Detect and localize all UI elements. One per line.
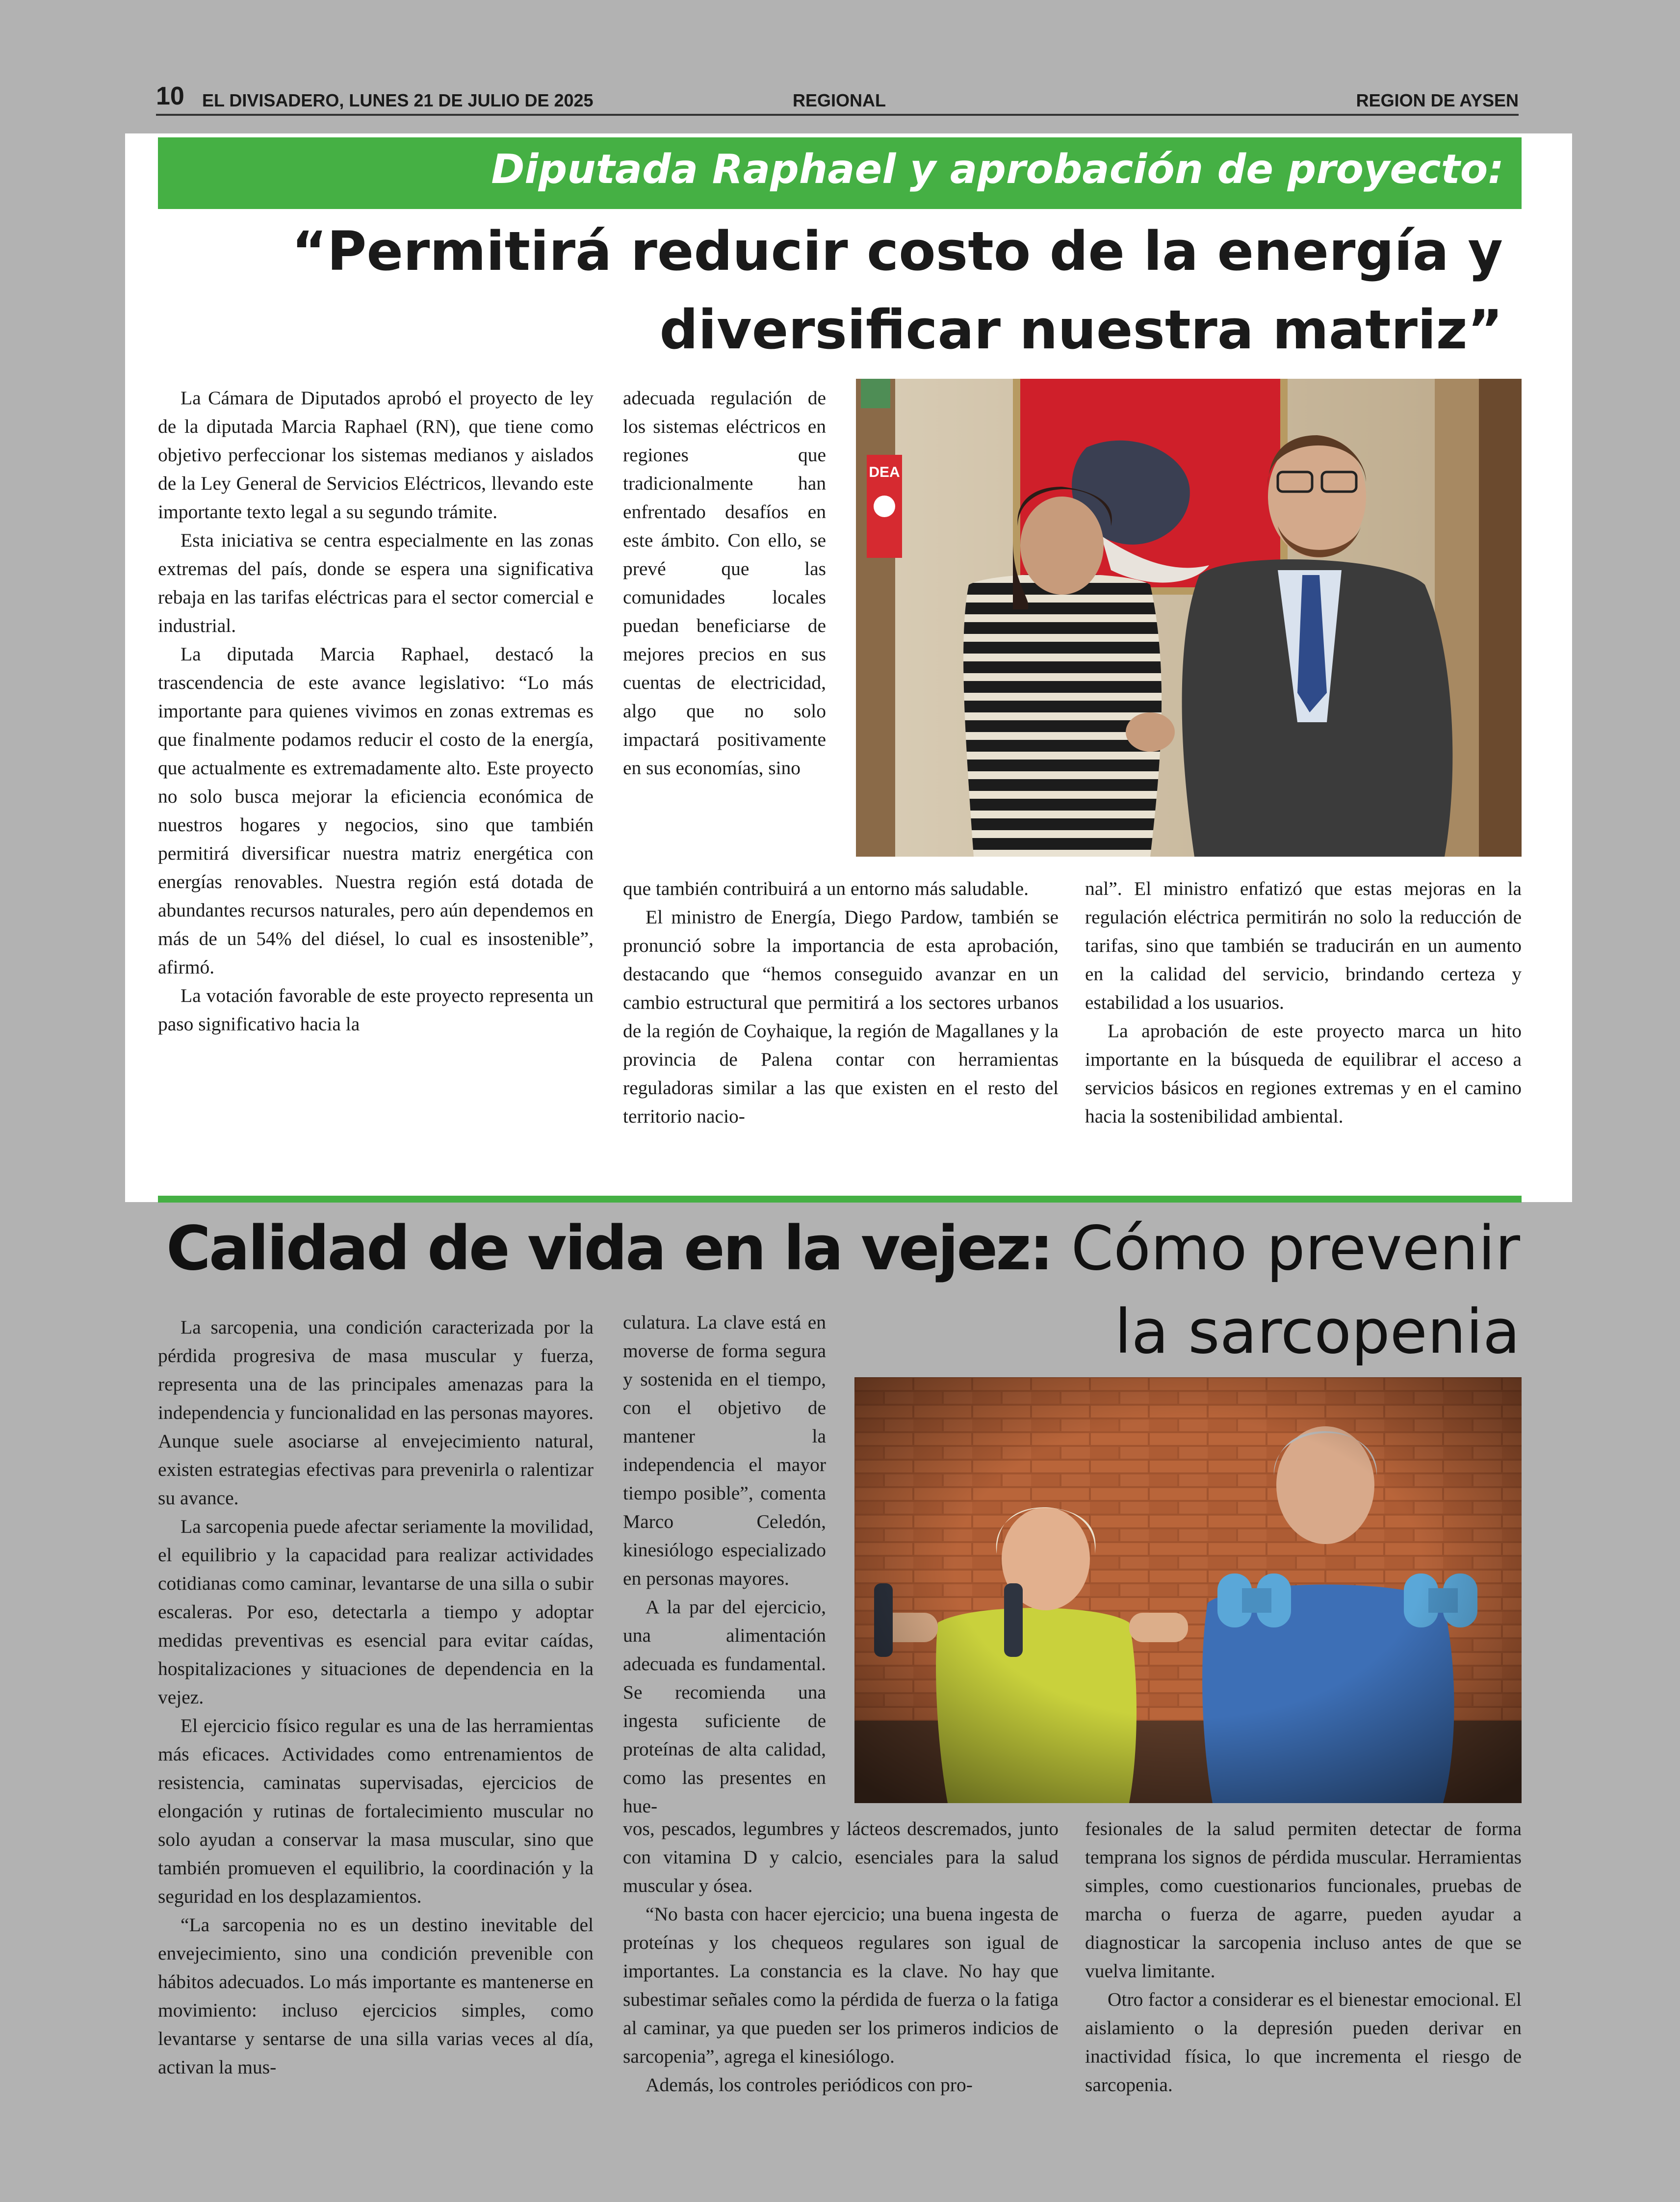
paragraph: “La sarcopenia no es un destino inevitable del envejecimiento, sino una condición prevenible con hábitos adecuados. Lo más importante es mantenerse en movimiento: incluso ejercicios simples, como levantarse y sentarse de una silla varias veces al día, activan la mus- <box>158 1914 594 2078</box>
article1-column-2-narrow <box>623 384 826 782</box>
article1-column-3 <box>1085 874 1522 1130</box>
article-kicker: Diputada Raphael y aprobación de proyecto: <box>491 146 1504 193</box>
photo-seniors-exercising <box>854 1377 1522 1803</box>
kicker-bar <box>158 137 1522 209</box>
paragraph: La sarcopenia puede afectar seriamente la movilidad, el equilibrio y la capacidad para realizar actividades cotidianas como caminar, levantarse de una silla o subir escaleras. Por eso, detectarla a tiempo y adoptar medidas preventivas es esencial para evitar caídas, hospitalizaciones y situaciones de dependencia en la vejez. <box>158 1516 594 1708</box>
paragraph: El ministro de Energía, Diego Pardow, también se pronunció sobre la importancia de esta aprobación, destacando que “hemos conseguido avanzar en un cambio estructural que permitirá a los sectores urbanos de la región de Coyhaique, la región de Magallanes y la provincia de Palena contar con herramientas reguladoras similar a las que existen en el resto del territorio nacio- <box>623 906 1059 1127</box>
paragraph: fesionales de la salud permiten detectar de forma temprana los signos de pérdida muscular. Herramientas simples, como cuestionarios funcionales, pruebas de marcha o fuerza de agarre, pueden ayudar a diagnosticar la sarcopenia incluso antes de que se vuelva limitante. <box>1085 1818 1522 1982</box>
article2-headline <box>166 1205 1520 1293</box>
article2-column-2-narrow <box>623 1308 826 1820</box>
paragraph: adecuada regulación de los sistemas eléctricos en regiones que tradicionalmente han enfrentado desafíos en este ámbito. Con ello, se prevé que las comunidades locales puedan beneficiarse de mejores precios en sus cuentas de electricidad, algo que no solo impactará positivamente en sus economías, sino <box>623 387 826 779</box>
paragraph: culatura. La clave está en moverse de forma segura y sostenida en el tiempo, con el objetivo de mantener la independencia el mayor tiempo posible”, comenta Marco Celedón, kinesiólogo especializado en personas mayores. <box>623 1311 826 1589</box>
section-label: REGIONAL <box>793 90 886 110</box>
paragraph: nal”. El ministro enfatizó que estas mejoras en la regulación eléctrica permitirán no solo la reducción de tarifas, sino que también se traducirán en un aumento en la calidad del servicio, brindando certeza y estabilidad a los usuarios. <box>1085 878 1522 1013</box>
paragraph: El ejercicio físico regular es una de las herramientas más eficaces. Actividades como entrenamientos de resistencia, caminatas supervisadas, ejercicios de elongación y rutinas de fortalecimiento muscular no solo ayudan a conservar la masa muscular, sino que también promueven el equilibrio, la coordinación y la seguridad en los desplazamientos. <box>158 1715 594 1907</box>
article1-column-1 <box>158 384 594 1038</box>
paper-and-date: EL DIVISADERO, LUNES 21 DE JULIO DE 2025 <box>202 90 594 110</box>
header-rule <box>156 114 1519 116</box>
headline-regular-part: Cómo prevenir <box>1052 1213 1520 1284</box>
article-divider <box>158 1196 1522 1203</box>
article1-column-2-wide <box>623 874 1059 1130</box>
paragraph: Esta iniciativa se centra especialmente en las zonas extremas del país, donde se espera una significativa rebaja en las tarifas eléctricas para el sector comercial e industrial. <box>158 529 594 636</box>
page-header <box>156 82 1519 115</box>
headline-line-2: diversificar nuestra matriz” <box>659 298 1503 361</box>
headline-bold-part: Calidad de vida en la vejez: <box>166 1213 1052 1284</box>
paragraph: Otro factor a considerar es el bienestar emocional. El aislamiento o la depresión pueden derivar en inactividad física, lo que incrementa el riesgo de sarcopenia. <box>1085 1989 1522 2096</box>
article2-column-2-wide <box>623 1814 1059 2099</box>
photo-deputy-and-minister <box>856 379 1522 857</box>
headline-line-1: “Permitirá reducir costo de la energía y <box>291 220 1503 283</box>
paragraph: La diputada Marcia Raphael, destacó la trascendencia de este avance legislativo: “Lo más importante para quienes vivimos en zonas extremas es que finalmente podamos reducir el costo de la energía, que actualmente es extremadamente alto. Este proyecto no solo busca mejorar la eficiencia económica de nuestros hogares y negocios, sino que también permitirá diversificar nuestra matriz energética con energías renovables. Nuestra región está dotada de abundantes recursos naturales, pero aún dependemos en más de un 54% del diésel, lo cual es insostenible”, afirmó. <box>158 643 594 978</box>
region-label: REGION DE AYSEN <box>1356 90 1519 110</box>
article-headline <box>158 212 1503 369</box>
paragraph: La sarcopenia, una condición caracterizada por la pérdida progresiva de masa muscular y fuerza, representa una de las principales amenazas para la independencia y funcionalidad en las personas mayores. Aunque suele asociarse al envejecimiento natural, existen estrategias efectivas para prevenirla o ralentizar su avance. <box>158 1316 594 1509</box>
paragraph: La aprobación de este proyecto marca un hito importante en la búsqueda de equilibrar el acceso a servicios básicos en regiones extremas y en el camino hacia la sostenibilidad ambiental. <box>1085 1020 1522 1127</box>
page-number: 10 <box>156 82 184 110</box>
paragraph: La Cámara de Diputados aprobó el proyecto de ley de la diputada Marcia Raphael (RN), que tiene como objetivo perfeccionar los sistemas medianos y aislados de la Ley General de Servicios Eléctricos, llevando este importante texto legal a su segundo trámite. <box>158 387 594 523</box>
dea-sign-text: DEA <box>869 464 900 480</box>
article2-column-1 <box>158 1313 594 2081</box>
article2-headline-line-2: la sarcopenia <box>1114 1297 1520 1367</box>
article2-column-3 <box>1085 1814 1522 2099</box>
paragraph: que también contribuirá a un entorno más saludable. <box>623 878 1029 899</box>
paragraph: A la par del ejercicio, una alimentación adecuada es fundamental. Se recomienda una ingesta suficiente de proteínas de alta calidad, como las presentes en hue- <box>623 1596 826 1817</box>
paragraph: vos, pescados, legumbres y lácteos descremados, junto con vitamina D y calcio, esenciales para la salud muscular y ósea. <box>623 1818 1059 1896</box>
paragraph: Además, los controles periódicos con pro- <box>646 2074 973 2096</box>
paragraph: “No basta con hacer ejercicio; una buena ingesta de proteínas y los chequeos regulares son igual de importantes. La constancia es la clave. No hay que subestimar señales como la pérdida de fuerza o la fatiga al caminar, ya que pueden ser los primeros indicios de sarcopenia”, agrega el kinesiólogo. <box>623 1903 1059 2067</box>
paragraph: La votación favorable de este proyecto representa un paso significativo hacia la <box>158 985 594 1035</box>
